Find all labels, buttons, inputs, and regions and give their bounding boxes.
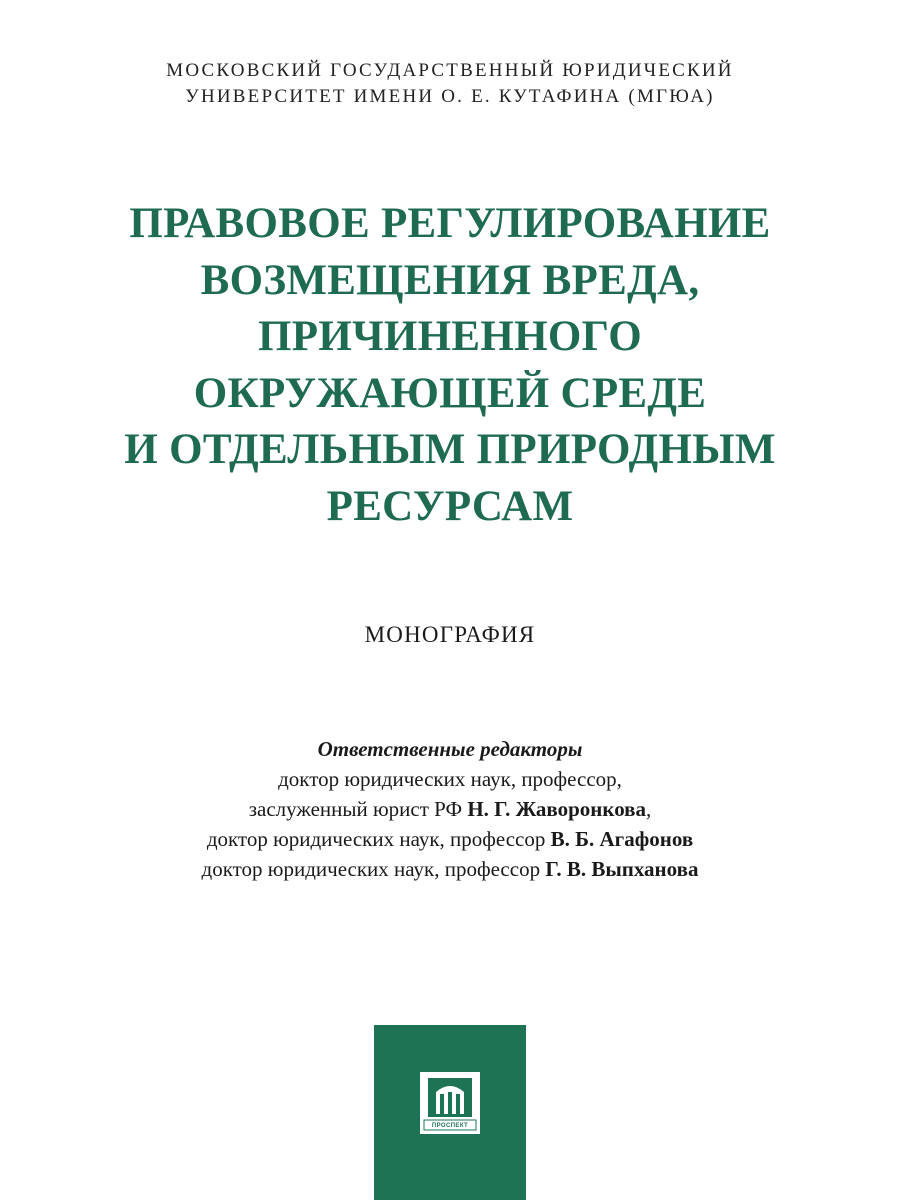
editors-line-1: доктор юридических наук, профессор,	[278, 767, 622, 791]
editor-2-title: доктор юридических наук, профессор	[206, 827, 551, 851]
publisher-name: ПРОСПЕКТ	[431, 1123, 469, 1129]
institution-name	[0, 58, 900, 110]
editor-2-name: В. Б. Агафонов	[550, 827, 694, 851]
editor-3-name: Г. В. Выпханова	[545, 857, 699, 881]
editor-1-suffix: ,	[646, 797, 652, 821]
institution-line-1: МОСКОВСКИЙ ГОСУДАРСТВЕННЫЙ ЮРИДИЧЕСКИЙ	[166, 60, 734, 81]
title-line-1: ПРАВОВОЕ РЕГУЛИРОВАНИЕ	[129, 200, 771, 247]
book-title	[0, 196, 900, 535]
title-line-5: И ОТДЕЛЬНЫМ ПРИРОДНЫМ	[124, 426, 776, 473]
title-line-4: ОКРУЖАЮЩЕЙ СРЕДЕ	[193, 369, 707, 417]
editor-1-name: Н. Г. Жаворонкова	[467, 797, 647, 821]
editors-line-4	[0, 854, 900, 884]
editor-1-title: заслуженный юрист РФ	[248, 797, 468, 821]
title-line-6: РЕСУРСАМ	[326, 482, 574, 530]
editors-block	[0, 734, 900, 884]
institution-line-2: УНИВЕРСИТЕТ ИМЕНИ О. Е. КУТАФИНА (МГЮА)	[185, 86, 715, 107]
editor-3-title: доктор юридических наук, профессор	[201, 857, 546, 881]
book-genre: МОНОГРАФИЯ	[364, 622, 536, 647]
editors-line-3	[0, 824, 900, 854]
title-line-3: ПРИЧИНЕННОГО	[258, 313, 642, 360]
title-line-2: ВОЗМЕЩЕНИЯ ВРЕДА,	[200, 256, 700, 304]
editors-line-2	[0, 794, 900, 824]
editors-heading: Ответственные редакторы	[317, 737, 583, 761]
